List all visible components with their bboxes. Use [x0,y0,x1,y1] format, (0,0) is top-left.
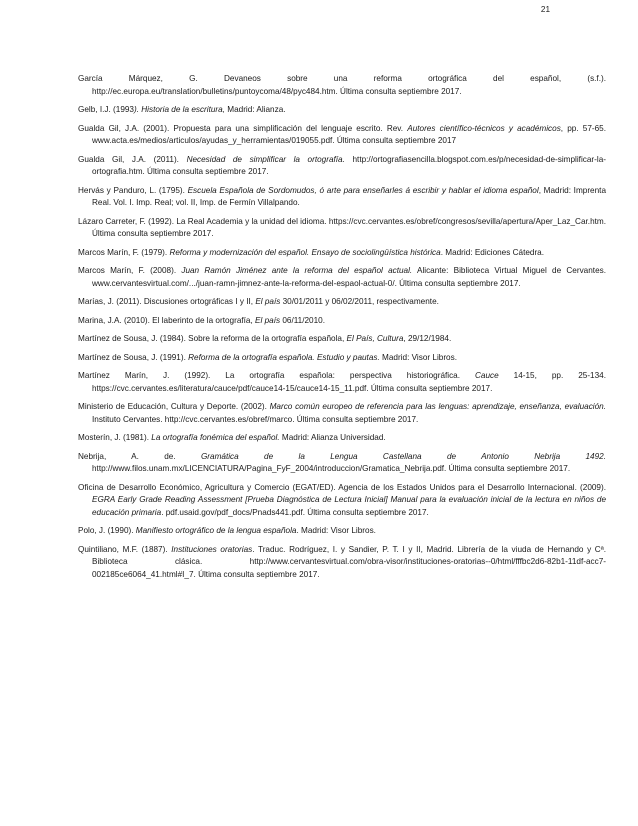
reference-entry: Hervás y Panduro, L. (1795). Escuela Española de Sordomudos, ó arte para enseñarles á escribir y hablar el idioma español, Madrid: Imprenta Real. Vol. I. Imp. Real; vol. II, Imp. de Fermín Villalpando. [78,185,606,207]
reference-entry: Gualda Gil, J.A. (2011). Necesidad de simplificar la ortografía. http://ortografiasencilla.blogspot.com.es/p/necesidad-de-simplificar-la-ortografia.htm. Última consulta septiembre 2017. [78,154,606,176]
reference-entry: Marcos Marín, F. (2008). Juan Ramón Jiménez ante la reforma del español actual. Alicante: Biblioteca Virtual Miguel de Cervantes. www.cervantesvirtual.com/.../juan-ramn-jimnez-ante-la-reforma-del-espaol-actual-0/. Última consulta septiembre 2017. [78,266,606,288]
reference-list [78,73,606,587]
reference-entry: Polo, J. (1990). Manifiesto ortográfico de la lengua española. Madrid: Visor Libros. [78,526,376,535]
reference-entry: Oficina de Desarrollo Económico, Agricultura y Comercio (EGAT/ED). Agencia de los Estados Unidos para el Desarrollo Internacional. (2009). EGRA Early Grade Reading Assessment [Prueba Diagnóstica de Lectura Inicial] Manual para la evaluación inicial de la lectura en niños de educación primaria. pdf.usaid.gov/pdf_docs/Pnads441.pdf. Última consulta septiembre 2017. [78,482,606,517]
reference-entry: Lázaro Carreter, F. (1992). La Real Academia y la unidad del idioma. https://cvc.cervantes.es/obref/congresos/sevilla/apertura/Aper_Laz_Car.htm. Última consulta septiembre 2017. [78,216,606,238]
reference-entry: Gualda Gil, J.A. (2001). Propuesta para una simplificación del lenguaje escrito. Rev. Autores científico-técnicos y académicos, pp. 57-65. www.acta.es/medios/articulos/ayudas_y_herramientas/019055.pdf. Última consulta septiembre 2017 [78,123,606,145]
reference-entry: Mosterín, J. (1981). La ortografía fonémica del español. Madrid: Alianza Universidad. [78,433,386,442]
page-number: 21 [540,5,550,14]
reference-entry: Gelb, I.J. (1993). Historia de la escritura, Madrid: Alianza. [78,105,286,114]
reference-entry: Marcos Marín, F. (1979). Reforma y modernización del español. Ensayo de sociolingüística histórica. Madrid: Ediciones Cátedra. [78,247,545,257]
reference-entry: Ministerio de Educación, Cultura y Deporte. (2002). Marco común europeo de referencia para las lenguas: aprendizaje, enseñanza, evaluación. Instituto Cervantes. http://cvc.cervantes.es/obref/marco. Última consulta septiembre 2017. [78,402,606,424]
reference-entry: Quintiliano, M.F. (1887). Instituciones oratorias. Traduc. Rodríguez, I. y Sandier, P. T. I y II, Madrid. Librería de la viuda de Hernando y Cª. Biblioteca clásica. http://www.cervantesvirtual.com/obra-visor/instituciones-oratorias--0/html/fffbc2d6-82b1-11df-acc7-002185ce6064_41.html#I_7. Última consulta septiembre 2017. [78,544,607,579]
reference-entry: Martínez de Sousa, J. (1984). Sobre la reforma de la ortografía española, El País, Cultura, 29/12/1984. [78,334,452,343]
reference-entry: Marías, J. (2011). Discusiones ortográficas I y II, El país 30/01/2011 y 06/02/2011, respectivamente. [78,297,439,306]
reference-entry: Martínez de Sousa, J. (1991). Reforma de la ortografía española. Estudio y pautas. Madrid: Visor Libros. [78,352,457,362]
reference-entry: Martínez Marín, J. (1992). La ortografía española: perspectiva historiográfica. Cauce 14-15, pp. 25-134. https://cvc.cervantes.es/literatura/cauce/pdf/cauce14-15/cauce14-15_11.pdf. Última consulta septiembre 2017. [78,371,606,393]
reference-entry: Nebrija, A. de. Gramática de la Lengua Castellana de Antonio Nebrija 1492. http://www.filos.unam.mx/LICENCIATURA/Pagina_FyF_2004/introduccion/Gramatica_Nebrija.pdf. Última consulta septiembre 2017. [78,451,606,473]
reference-entry: García Márquez, G. Devaneos sobre una reforma ortográfica del español, (s.f.). http://ec.europa.eu/translation/bulletins/puntoycoma/48/pyc484.htm. Última consulta septiembre 2017. [78,74,606,96]
reference-entry: Marina, J.A. (2010). El laberinto de la ortografía, El país 06/11/2010. [78,315,325,325]
